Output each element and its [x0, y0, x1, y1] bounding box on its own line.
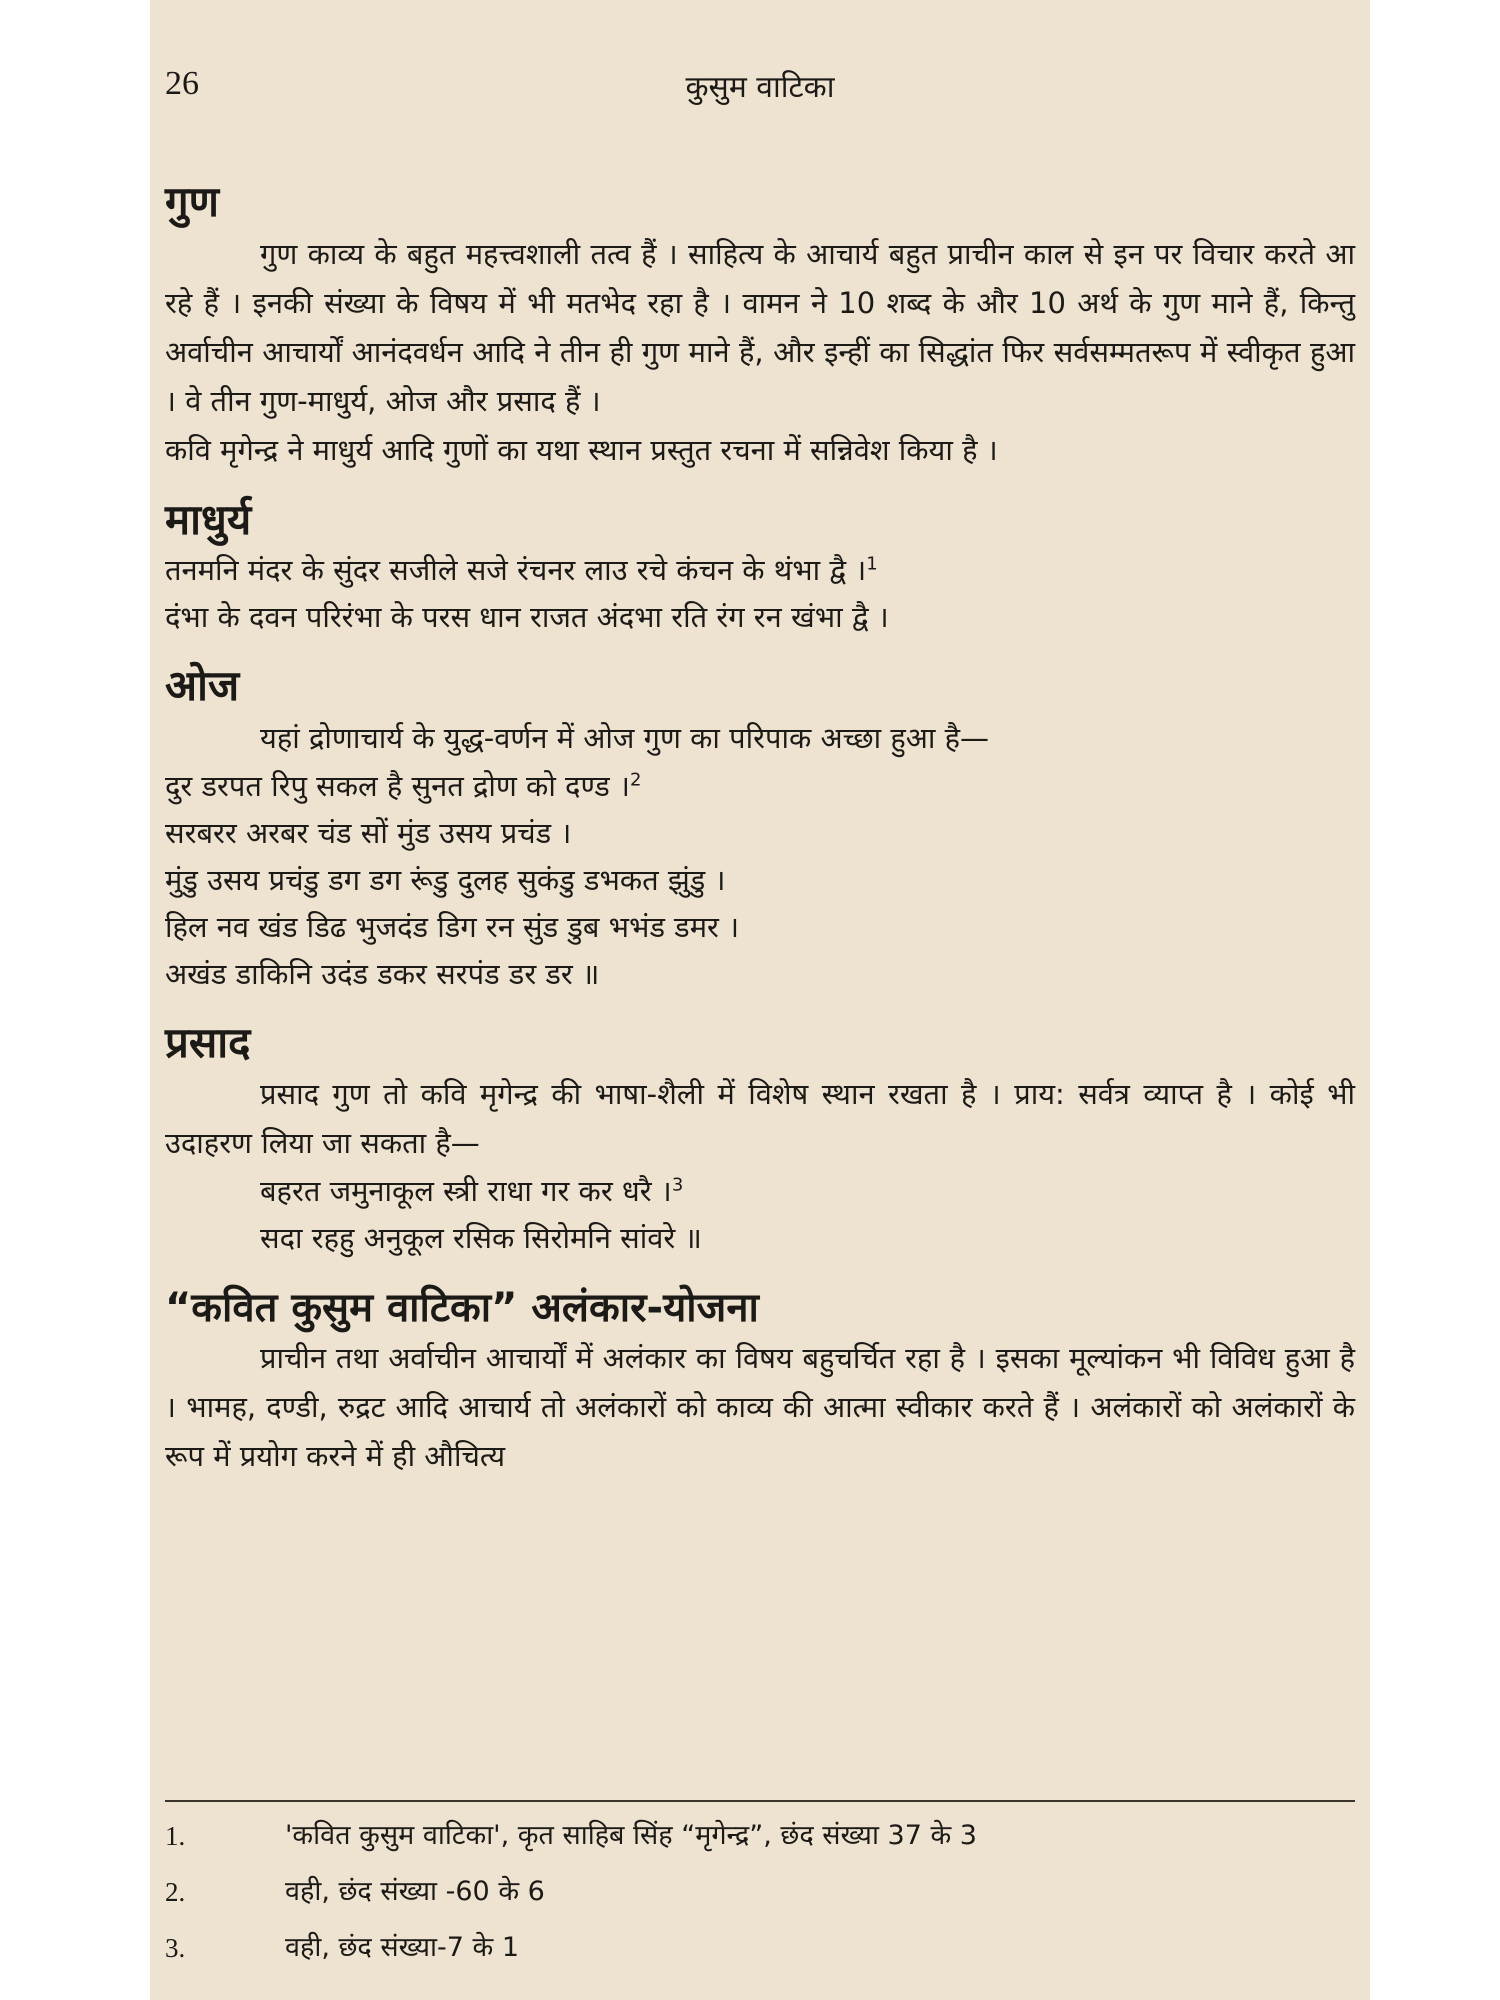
footnote-ref: 3 [671, 1174, 684, 1196]
section-heading-madhurya: माधुर्य [165, 494, 252, 544]
verse-line: हिल नव खंड डिढ भुजदंड डिग रन सुंड डुब भभंड डमर । [165, 909, 740, 944]
footnote-ref: 1 [866, 553, 878, 575]
verse-text: बहरत जमुनाकूल स्त्री राधा गर कर धरै । [260, 1174, 672, 1209]
section-heading-alankar: “कवित कुसुम वाटिका” अलंकार-योजना [165, 1285, 759, 1332]
footnote-text: 'कवित कुसुम वाटिका', कृत साहिब सिंह “मृगेन्द्र”, छंद संख्या 37 के 3 [285, 1820, 977, 1851]
footnote-number: 1. [165, 1821, 186, 1851]
page-number: 26 [165, 65, 199, 102]
gun-paragraph-2: कवि मृगेन्द्र ने माधुर्य आदि गुणों का यथा स्थान प्रस्तुत रचना में सन्निवेश किया है । [165, 432, 998, 467]
main-content [165, 175, 1355, 1481]
verse-text: तनमनि मंदर के सुंदर सजीले सजे रंचनर लाउ रचे कंचन के थंभा द्वै । [165, 553, 867, 588]
verse-line: सदा रहहु अनुकूल रसिक सिरोमनि सांवरे ॥ [260, 1221, 702, 1256]
footnote [165, 1864, 1355, 1920]
alankar-paragraph: प्राचीन तथा अर्वाचीन आचार्यों में अलंकार का विषय बहुचर्चित रहा है । इसका मूल्यांकन भी विविध हुआ है । भामह, दण्डी, रुद्रट आदि आचार्य तो अलंकारों को काव्य की आत्मा स्वीकार करते हैं । अलंकारों को अलंकारों के रूप में प्रयोग करने में ही औचित्य [165, 1341, 1355, 1474]
verse-line: दंभा के दवन परिरंभा के परस धान राजत अंदभा रति रंग रन खंभा द्वै । [165, 600, 889, 635]
section-heading-prasad: प्रसाद [165, 1017, 251, 1067]
verse-line [165, 763, 1355, 810]
verse-text: दुर डरपत रिपु सकल है सुनत द्रोण को दण्ड । [165, 768, 630, 803]
footnote [165, 1808, 1355, 1864]
footnote-text: वही, छंद संख्या-7 के 1 [285, 1932, 520, 1963]
gun-paragraph: गुण काव्य के बहुत महत्त्वशाली तत्व हैं । साहित्य के आचार्य बहुत प्राचीन काल से इन पर विचार करते आ रहे हैं । इनकी संख्या के विषय में भी मतभेद रहा है । वामन ने 10 शब्द के और 10 अर्थ के गुण माने हैं, किन्तु अर्वाचीन आचार्यों आनंदवर्धन आदि ने तीन ही गुण माने हैं, और इन्हीं का सिद्धांत फिर सर्वसम्मतरूप में स्वीकृत हुआ । वे तीन गुण-माधुर्य, ओज और प्रसाद हैं । [165, 236, 1355, 418]
footnote-text: वही, छंद संख्या -60 के 6 [285, 1876, 545, 1907]
page-header [165, 65, 1355, 115]
footnote-divider [165, 1800, 1355, 1802]
prasad-paragraph: प्रसाद गुण तो कवि मृगेन्द्र की भाषा-शैली में विशेष स्थान रखता है । प्राय: सर्वत्र व्याप्त है । कोई भी उदाहरण लिया जा सकता है— [165, 1077, 1355, 1161]
verse-line: सरबरर अरबर चंड सों मुंड उसय प्रचंड । [165, 815, 572, 850]
footnote-ref: 2 [629, 769, 642, 791]
footnote [165, 1920, 1355, 1976]
footnote-number: 2. [165, 1877, 186, 1907]
footnote-number: 3. [165, 1933, 186, 1963]
verse-line [165, 547, 1355, 594]
footnotes [165, 1808, 1355, 1976]
section-heading-gun: गुण [165, 177, 220, 226]
running-title: कुसुम वाटिका [685, 70, 835, 105]
oj-intro: यहां द्रोणाचार्य के युद्ध-वर्णन में ओज गुण का परिपाक अच्छा हुआ है— [260, 720, 989, 755]
verse-line [165, 1168, 1355, 1215]
verse-line: अखंड डाकिनि उदंड डकर सरपंड डर डर ॥ [165, 956, 600, 991]
verse-line: मुंडु उसय प्रचंडु डग डग रूंडु दुलह सुकंडु डभकत झुंडु । [165, 862, 726, 897]
book-page [150, 0, 1370, 2000]
section-heading-oj: ओज [165, 661, 240, 711]
